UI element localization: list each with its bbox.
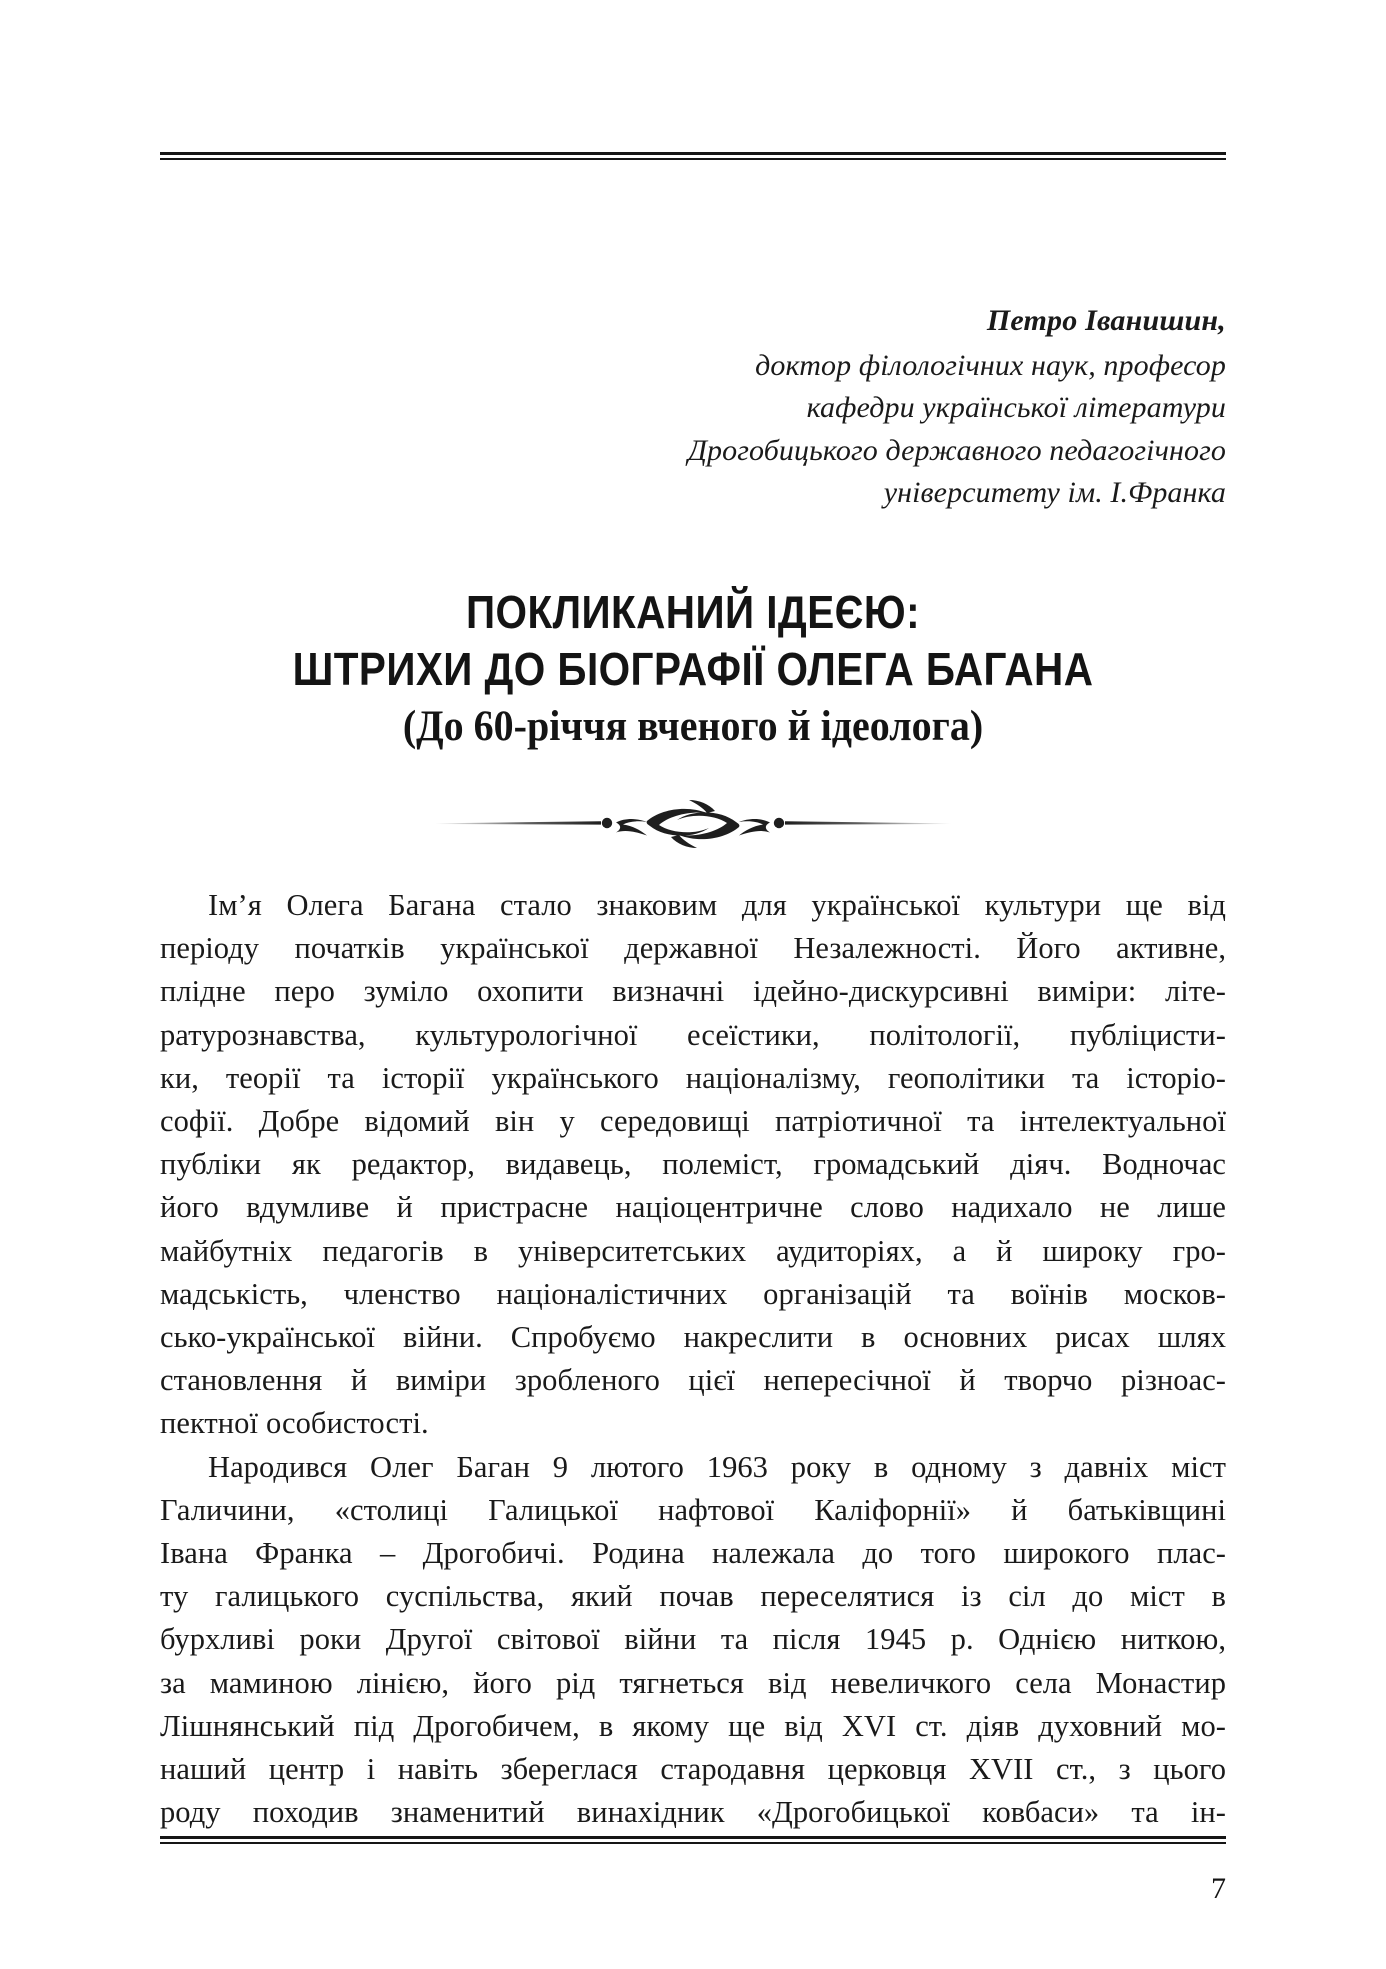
p2-line-2: Галичини, «столиці Галицької нафтової Каліфорнії» й батьківщині: [160, 1492, 1226, 1527]
paragraph-2: [160, 1446, 1226, 1835]
affiliation-line-4: університету ім. І.Франка: [883, 476, 1226, 510]
p1-line-7: публіки як редактор, видавець, полеміст, громадський діяч. Водночас: [160, 1147, 1226, 1182]
p1-line-10: мадськість, членство націоналістичних організацій та воїнів москов-: [160, 1276, 1226, 1311]
title-line-1: ПОКЛИКАНИЙ ІДЕЄЮ:: [466, 586, 920, 638]
p1-line-9: майбутніх педагогів в університетських аудиторіях, а й широку гро-: [160, 1233, 1226, 1268]
author-name: Петро Іванишин,: [986, 304, 1226, 337]
p2-line-9: роду походив знаменитий винахідник «Дрогобицької ковбаси» та ін-: [160, 1795, 1226, 1830]
title-line-2: ШТРИХИ ДО БІОГРАФІЇ ОЛЕГА БАГАНА: [292, 643, 1094, 696]
author-affiliation-block: [466, 300, 1226, 515]
p2-line-4: ту галицького суспільства, який почав переселятися із сіл до міст в: [160, 1579, 1226, 1614]
p2-line-1: Народився Олег Баган 9 лютого 1963 року в одному з давніх міст: [208, 1449, 1226, 1484]
p2-line-7: Лішнянський під Дрогобичем, в якому ще від XVI ст. діяв духовний мо-: [160, 1708, 1226, 1743]
title-subtitle: (До 60-річчя вченого й ідеолога): [402, 703, 984, 751]
p2-line-8: наший центр і навіть збереглася стародавня церковця XVII ст., з цього: [160, 1752, 1226, 1787]
header-rule: [160, 152, 1226, 160]
p2-line-5: бурхливі роки Другої світової війни та після 1945 р. Однією ниткою,: [160, 1622, 1226, 1657]
p1-line-1: Ім’я Олега Багана стало знаковим для української культури ще від: [208, 888, 1226, 922]
p1-line-3: плідне перо зуміло охопити визначні ідейно-дискурсивні виміри: літе-: [160, 974, 1226, 1009]
affiliation-line-1: доктор філологічних наук, професор: [755, 348, 1226, 382]
p1-line-2: періоду початків української державної Незалежності. Його активне,: [160, 931, 1226, 966]
floral-divider-ornament: [433, 790, 953, 854]
p1-line-12: становлення й виміри зробленого цієї непересічної й творчо різноас-: [160, 1363, 1226, 1398]
header-rule-thin: [160, 158, 1226, 160]
p1-line-8: його вдумливе й пристрасне націоцентричне слово надихало не лише: [160, 1190, 1226, 1225]
affiliation-line-2: кафедри української літератури: [806, 391, 1226, 425]
p2-line-6: за маминою лінією, його рід тягнеться від невеличкого села Монастир: [160, 1665, 1226, 1700]
affiliation-line-3: Дрогобицького державного педагогічного: [687, 433, 1226, 467]
p1-line-11: сько-української війни. Спробуємо накреслити в основних рисах шлях: [160, 1320, 1226, 1355]
p1-line-6: софії. Добре відомий він у середовищі патріотичної та інтелектуальної: [160, 1104, 1226, 1139]
p1-line-4: ратурознавства, культурологічної есеїстики, політології, публіцисти-: [160, 1017, 1226, 1052]
paragraph-1: [160, 884, 1226, 1446]
footer-rule: [160, 1836, 1226, 1844]
p1-line-5: ки, теорії та історії українського націоналізму, геополітики та історіо-: [160, 1060, 1226, 1095]
page-number: 7: [1211, 1872, 1226, 1905]
article-title: [160, 584, 1226, 753]
body-text: [160, 884, 1226, 1834]
p1-line-13: пектної особистості.: [160, 1406, 429, 1441]
footer-rule-thin: [160, 1842, 1226, 1844]
p2-line-3: Івана Франка – Дрогобичі. Родина належала до того широкого плас-: [160, 1536, 1226, 1571]
